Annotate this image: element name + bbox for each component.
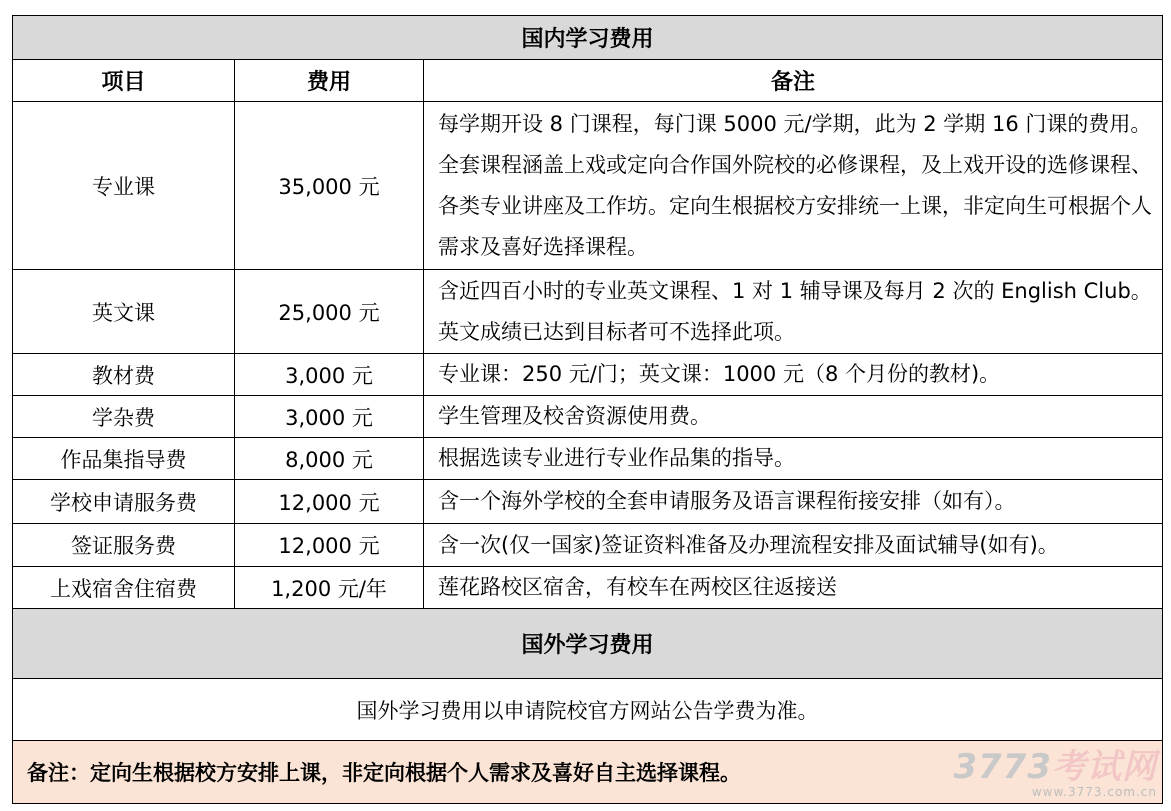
domestic-section-header-row — [13, 16, 1163, 60]
row-fee: 12,000 元 — [235, 524, 424, 567]
header-fee: 费用 — [235, 60, 424, 102]
row-fee: 1,200 元/年 — [235, 567, 424, 609]
watermark-url: www.3773.com.cn — [1031, 785, 1157, 799]
row-item: 专业课 — [13, 102, 235, 270]
column-header-row — [13, 60, 1163, 102]
row-fee: 3,000 元 — [235, 396, 424, 438]
watermark-brand: 考试网 — [1052, 747, 1157, 787]
table-row — [13, 396, 1163, 438]
abroad-section-header-row — [13, 609, 1163, 679]
table-row — [13, 270, 1163, 354]
remark-text: 备注：定向生根据校方安排上课，非定向根据个人需求及喜好自主选择课程。 — [13, 741, 1163, 804]
row-note: 专业课：250 元/门；英文课：1000 元（8 个月份的教材)。 — [424, 354, 1163, 396]
remark-row — [13, 741, 1163, 804]
row-item: 作品集指导费 — [13, 438, 235, 480]
row-item: 上戏宿舍住宿费 — [13, 567, 235, 609]
row-item: 学校申请服务费 — [13, 480, 235, 524]
row-fee: 3,000 元 — [235, 354, 424, 396]
fee-table — [12, 15, 1163, 804]
row-item: 英文课 — [13, 270, 235, 354]
row-item: 教材费 — [13, 354, 235, 396]
row-note: 根据选读专业进行专业作品集的指导。 — [424, 438, 1163, 480]
row-note: 学生管理及校舍资源使用费。 — [424, 396, 1163, 438]
abroad-note-row — [13, 679, 1163, 741]
row-fee: 8,000 元 — [235, 438, 424, 480]
header-item: 项目 — [13, 60, 235, 102]
abroad-section-title: 国外学习费用 — [13, 609, 1163, 679]
row-fee: 25,000 元 — [235, 270, 424, 354]
row-note: 莲花路校区宿舍，有校车在两校区往返接送 — [424, 567, 1163, 609]
table-row — [13, 438, 1163, 480]
table-row — [13, 567, 1163, 609]
row-fee: 12,000 元 — [235, 480, 424, 524]
domestic-section-title: 国内学习费用 — [13, 16, 1163, 60]
table-row — [13, 354, 1163, 396]
row-note: 含一个海外学校的全套申请服务及语言课程衔接安排（如有）。 — [424, 480, 1163, 524]
row-note: 含一次(仅一国家)签证资料准备及办理流程安排及面试辅导(如有)。 — [424, 524, 1163, 567]
row-item: 签证服务费 — [13, 524, 235, 567]
abroad-note: 国外学习费用以申请院校官方网站公告学费为准。 — [13, 679, 1163, 741]
row-item: 学杂费 — [13, 396, 235, 438]
row-fee: 35,000 元 — [235, 102, 424, 270]
row-note: 每学期开设 8 门课程，每门课 5000 元/学期，此为 2 学期 16 门课的费用。全套课程涵盖上戏或定向合作国外院校的必修课程，及上戏开设的选修课程、各类专业讲座及工作坊。定向生根据校方安排统一上课，非定向生可根据个人需求及喜好选择课程。 — [424, 102, 1163, 270]
table-row — [13, 524, 1163, 567]
header-note: 备注 — [424, 60, 1163, 102]
watermark-number: 3773 — [953, 747, 1052, 787]
table-row — [13, 480, 1163, 524]
table-row — [13, 102, 1163, 270]
row-note: 含近四百小时的专业英文课程、1 对 1 辅导课及每月 2 次的 English Club。英文成绩已达到目标者可不选择此项。 — [424, 270, 1163, 354]
